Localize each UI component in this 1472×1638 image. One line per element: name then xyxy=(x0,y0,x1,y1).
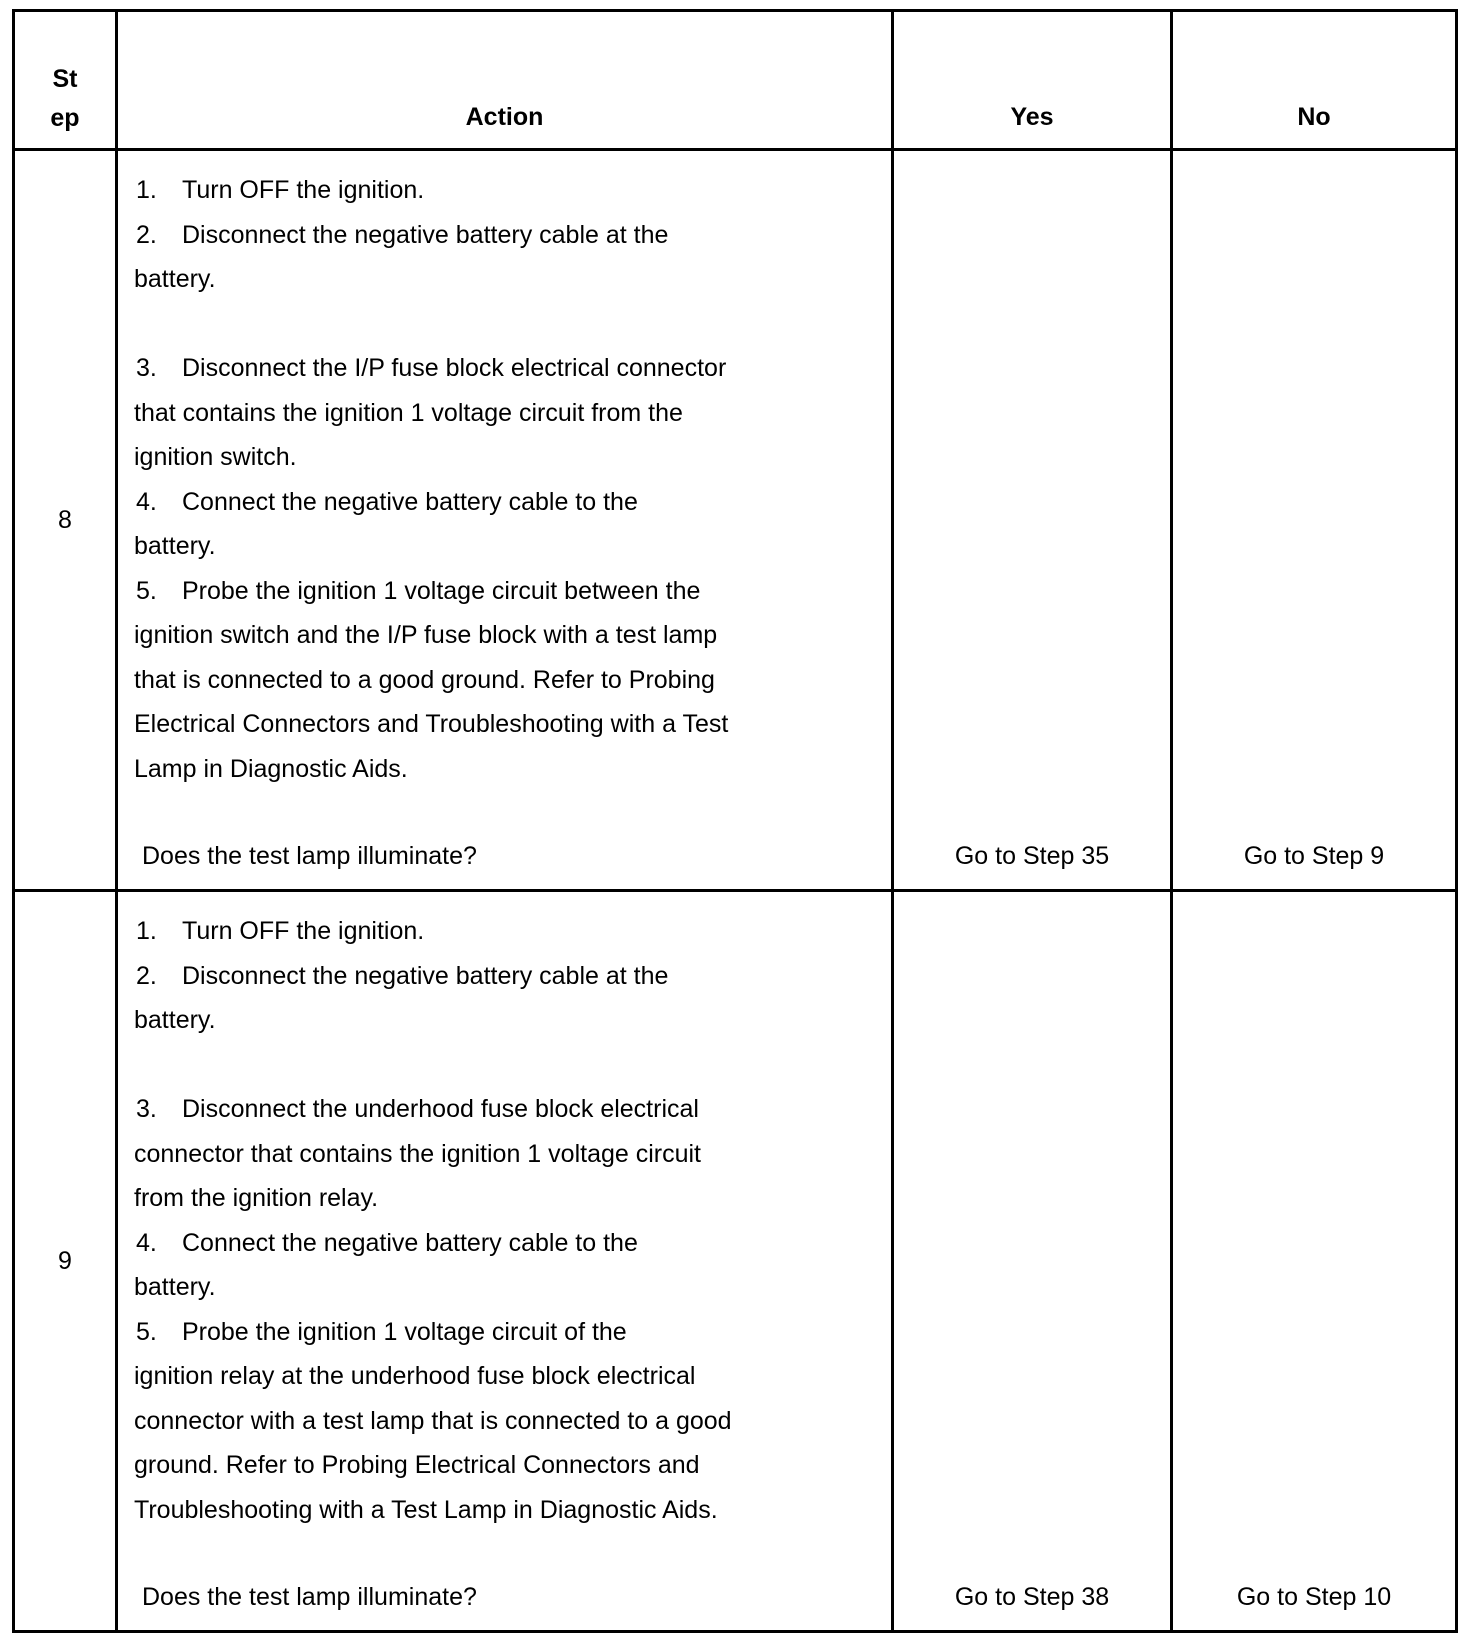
header-no-label: No xyxy=(1297,103,1331,131)
action-line: Troubleshooting with a Test Lamp in Diagnostic Aids. xyxy=(134,1495,718,1524)
step-number: 9 xyxy=(14,891,117,1632)
action-line: that is connected to a good ground. Refer to Probing xyxy=(134,665,715,694)
yes-result: Go to Step 38 xyxy=(954,1583,1110,1611)
action-step-4: 4. Connect the negative battery cable to the xyxy=(136,487,638,516)
header-step xyxy=(14,11,117,150)
action-step-1: 1. Turn OFF the ignition. xyxy=(136,917,425,945)
action-step-4: 4. Connect the negative battery cable to the xyxy=(136,1228,638,1257)
header-action-label: Action xyxy=(465,103,544,131)
action-line: Lamp in Diagnostic Aids. xyxy=(134,754,408,783)
header-yes-label: Yes xyxy=(1010,103,1054,131)
action-line: ground. Refer to Probing Electrical Connectors and xyxy=(134,1451,700,1479)
action-step-3: 3. Disconnect the underhood fuse block electrical xyxy=(136,1095,699,1123)
action-step-1: 1. Turn OFF the ignition. xyxy=(136,176,425,204)
no-result: Go to Step 10 xyxy=(1236,1583,1392,1611)
action-line: ignition switch. xyxy=(134,443,297,471)
action-question: Does the test lamp illuminate? xyxy=(142,842,477,870)
header-action xyxy=(117,11,893,150)
yes-cell xyxy=(893,150,1172,891)
diagnostic-table-sheet xyxy=(12,9,1455,1632)
action-line: battery. xyxy=(134,265,216,293)
action-step-3: 3. Disconnect the I/P fuse block electrical connector xyxy=(136,354,727,382)
no-cell xyxy=(1172,891,1457,1632)
header-step-line2: ep xyxy=(50,104,80,132)
header-step-line1: St xyxy=(52,65,78,93)
no-cell xyxy=(1172,150,1457,891)
action-question: Does the test lamp illuminate? xyxy=(142,1583,477,1611)
diagnostic-table xyxy=(12,9,1458,1633)
action-line: battery. xyxy=(134,1006,216,1034)
action-line: that contains the ignition 1 voltage circuit from the xyxy=(134,398,683,427)
header-no xyxy=(1172,11,1457,150)
action-line: connector with a test lamp that is connected to a good xyxy=(134,1406,732,1435)
no-result: Go to Step 9 xyxy=(1243,842,1385,870)
action-line: battery. xyxy=(134,532,216,560)
yes-result: Go to Step 35 xyxy=(954,842,1110,870)
action-line: connector that contains the ignition 1 voltage circuit xyxy=(134,1139,702,1168)
action-cell xyxy=(117,150,893,891)
table-row xyxy=(14,891,1457,1632)
table-row xyxy=(14,150,1457,891)
action-step-5: 5. Probe the ignition 1 voltage circuit between the xyxy=(136,576,701,605)
action-line: Electrical Connectors and Troubleshooting with a Test xyxy=(134,710,729,738)
action-line: battery. xyxy=(134,1273,216,1301)
action-step-2: 2. Disconnect the negative battery cable at the xyxy=(136,961,669,990)
action-step-5: 5. Probe the ignition 1 voltage circuit of the xyxy=(136,1317,627,1346)
yes-cell xyxy=(893,891,1172,1632)
header-row xyxy=(14,11,1457,150)
header-yes xyxy=(893,11,1172,150)
action-step-2: 2. Disconnect the negative battery cable at the xyxy=(136,220,669,249)
action-line: ignition relay at the underhood fuse block electrical xyxy=(134,1362,696,1390)
action-cell xyxy=(117,891,893,1632)
action-line: from the ignition relay. xyxy=(134,1184,379,1212)
action-line: ignition switch and the I/P fuse block with a test lamp xyxy=(134,621,718,649)
step-number: 8 xyxy=(14,150,117,891)
